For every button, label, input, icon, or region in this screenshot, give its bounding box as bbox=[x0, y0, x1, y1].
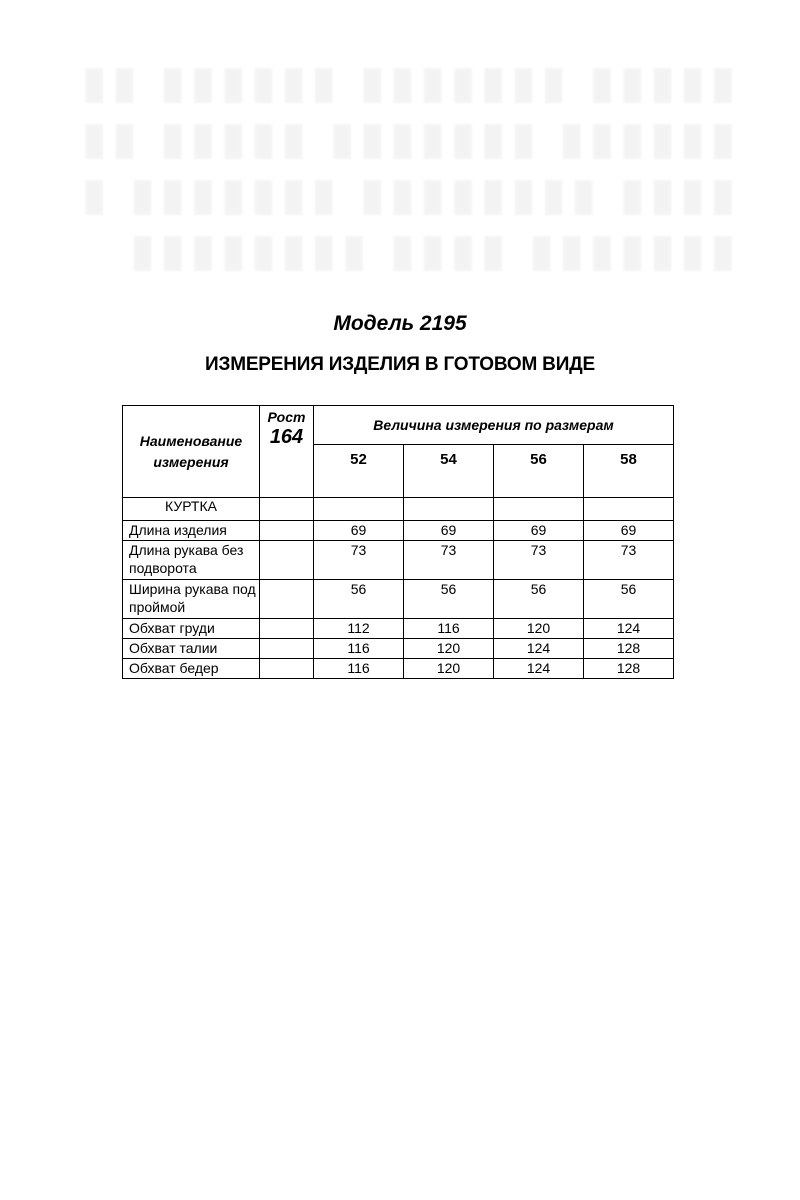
cell-value: 112 bbox=[314, 619, 404, 639]
cell-value: 73 bbox=[584, 541, 674, 580]
document-title: ИЗМЕРЕНИЯ ИЗДЕЛИЯ В ГОТОВОМ ВИДЕ bbox=[205, 354, 595, 375]
table-row bbox=[123, 619, 674, 639]
cell-value: 56 bbox=[314, 580, 404, 619]
size-header: 56 bbox=[494, 445, 584, 498]
row-label: Обхват талии bbox=[123, 639, 260, 659]
section-label: КУРТКА bbox=[123, 498, 260, 521]
table-row bbox=[123, 541, 674, 580]
model-title: Модель 2195 bbox=[333, 312, 467, 335]
cell-value: 69 bbox=[584, 521, 674, 541]
row-label: Обхват бедер bbox=[123, 659, 260, 679]
table-row bbox=[123, 639, 674, 659]
cell-value: 56 bbox=[584, 580, 674, 619]
cell-value: 69 bbox=[404, 521, 494, 541]
cell-value: 73 bbox=[404, 541, 494, 580]
bleed-through-texture bbox=[85, 55, 735, 315]
cell-value: 69 bbox=[314, 521, 404, 541]
size-group-header: Величина измерения по размерам bbox=[314, 406, 674, 445]
size-header: 54 bbox=[404, 445, 494, 498]
cell-value: 120 bbox=[494, 619, 584, 639]
cell-value: 116 bbox=[314, 639, 404, 659]
table-row bbox=[123, 580, 674, 619]
row-label: Обхват груди bbox=[123, 619, 260, 639]
cell-value: 120 bbox=[404, 659, 494, 679]
cell-value: 124 bbox=[494, 639, 584, 659]
cell-value: 128 bbox=[584, 639, 674, 659]
cell-value: 56 bbox=[494, 580, 584, 619]
row-label: Ширина рукава под проймой bbox=[123, 580, 260, 619]
cell-value: 128 bbox=[584, 659, 674, 679]
row-label: Длина изделия bbox=[123, 521, 260, 541]
height-label: Рост bbox=[267, 409, 306, 425]
height-header bbox=[260, 406, 314, 498]
cell-value: 124 bbox=[494, 659, 584, 679]
cell-value: 116 bbox=[404, 619, 494, 639]
size-header: 52 bbox=[314, 445, 404, 498]
table-row bbox=[123, 521, 674, 541]
cell-value: 73 bbox=[494, 541, 584, 580]
row-label: Длина рукава без подворота bbox=[123, 541, 260, 580]
cell-value: 120 bbox=[404, 639, 494, 659]
measurements-table bbox=[122, 405, 674, 679]
table-row bbox=[123, 659, 674, 679]
cell-value: 116 bbox=[314, 659, 404, 679]
cell-value: 56 bbox=[404, 580, 494, 619]
section-row bbox=[123, 498, 674, 521]
height-value: 164 bbox=[269, 426, 304, 448]
measurement-name-header: Наименование измерения bbox=[123, 406, 260, 498]
size-header: 58 bbox=[584, 445, 674, 498]
cell-value: 69 bbox=[494, 521, 584, 541]
cell-value: 73 bbox=[314, 541, 404, 580]
cell-value: 124 bbox=[584, 619, 674, 639]
